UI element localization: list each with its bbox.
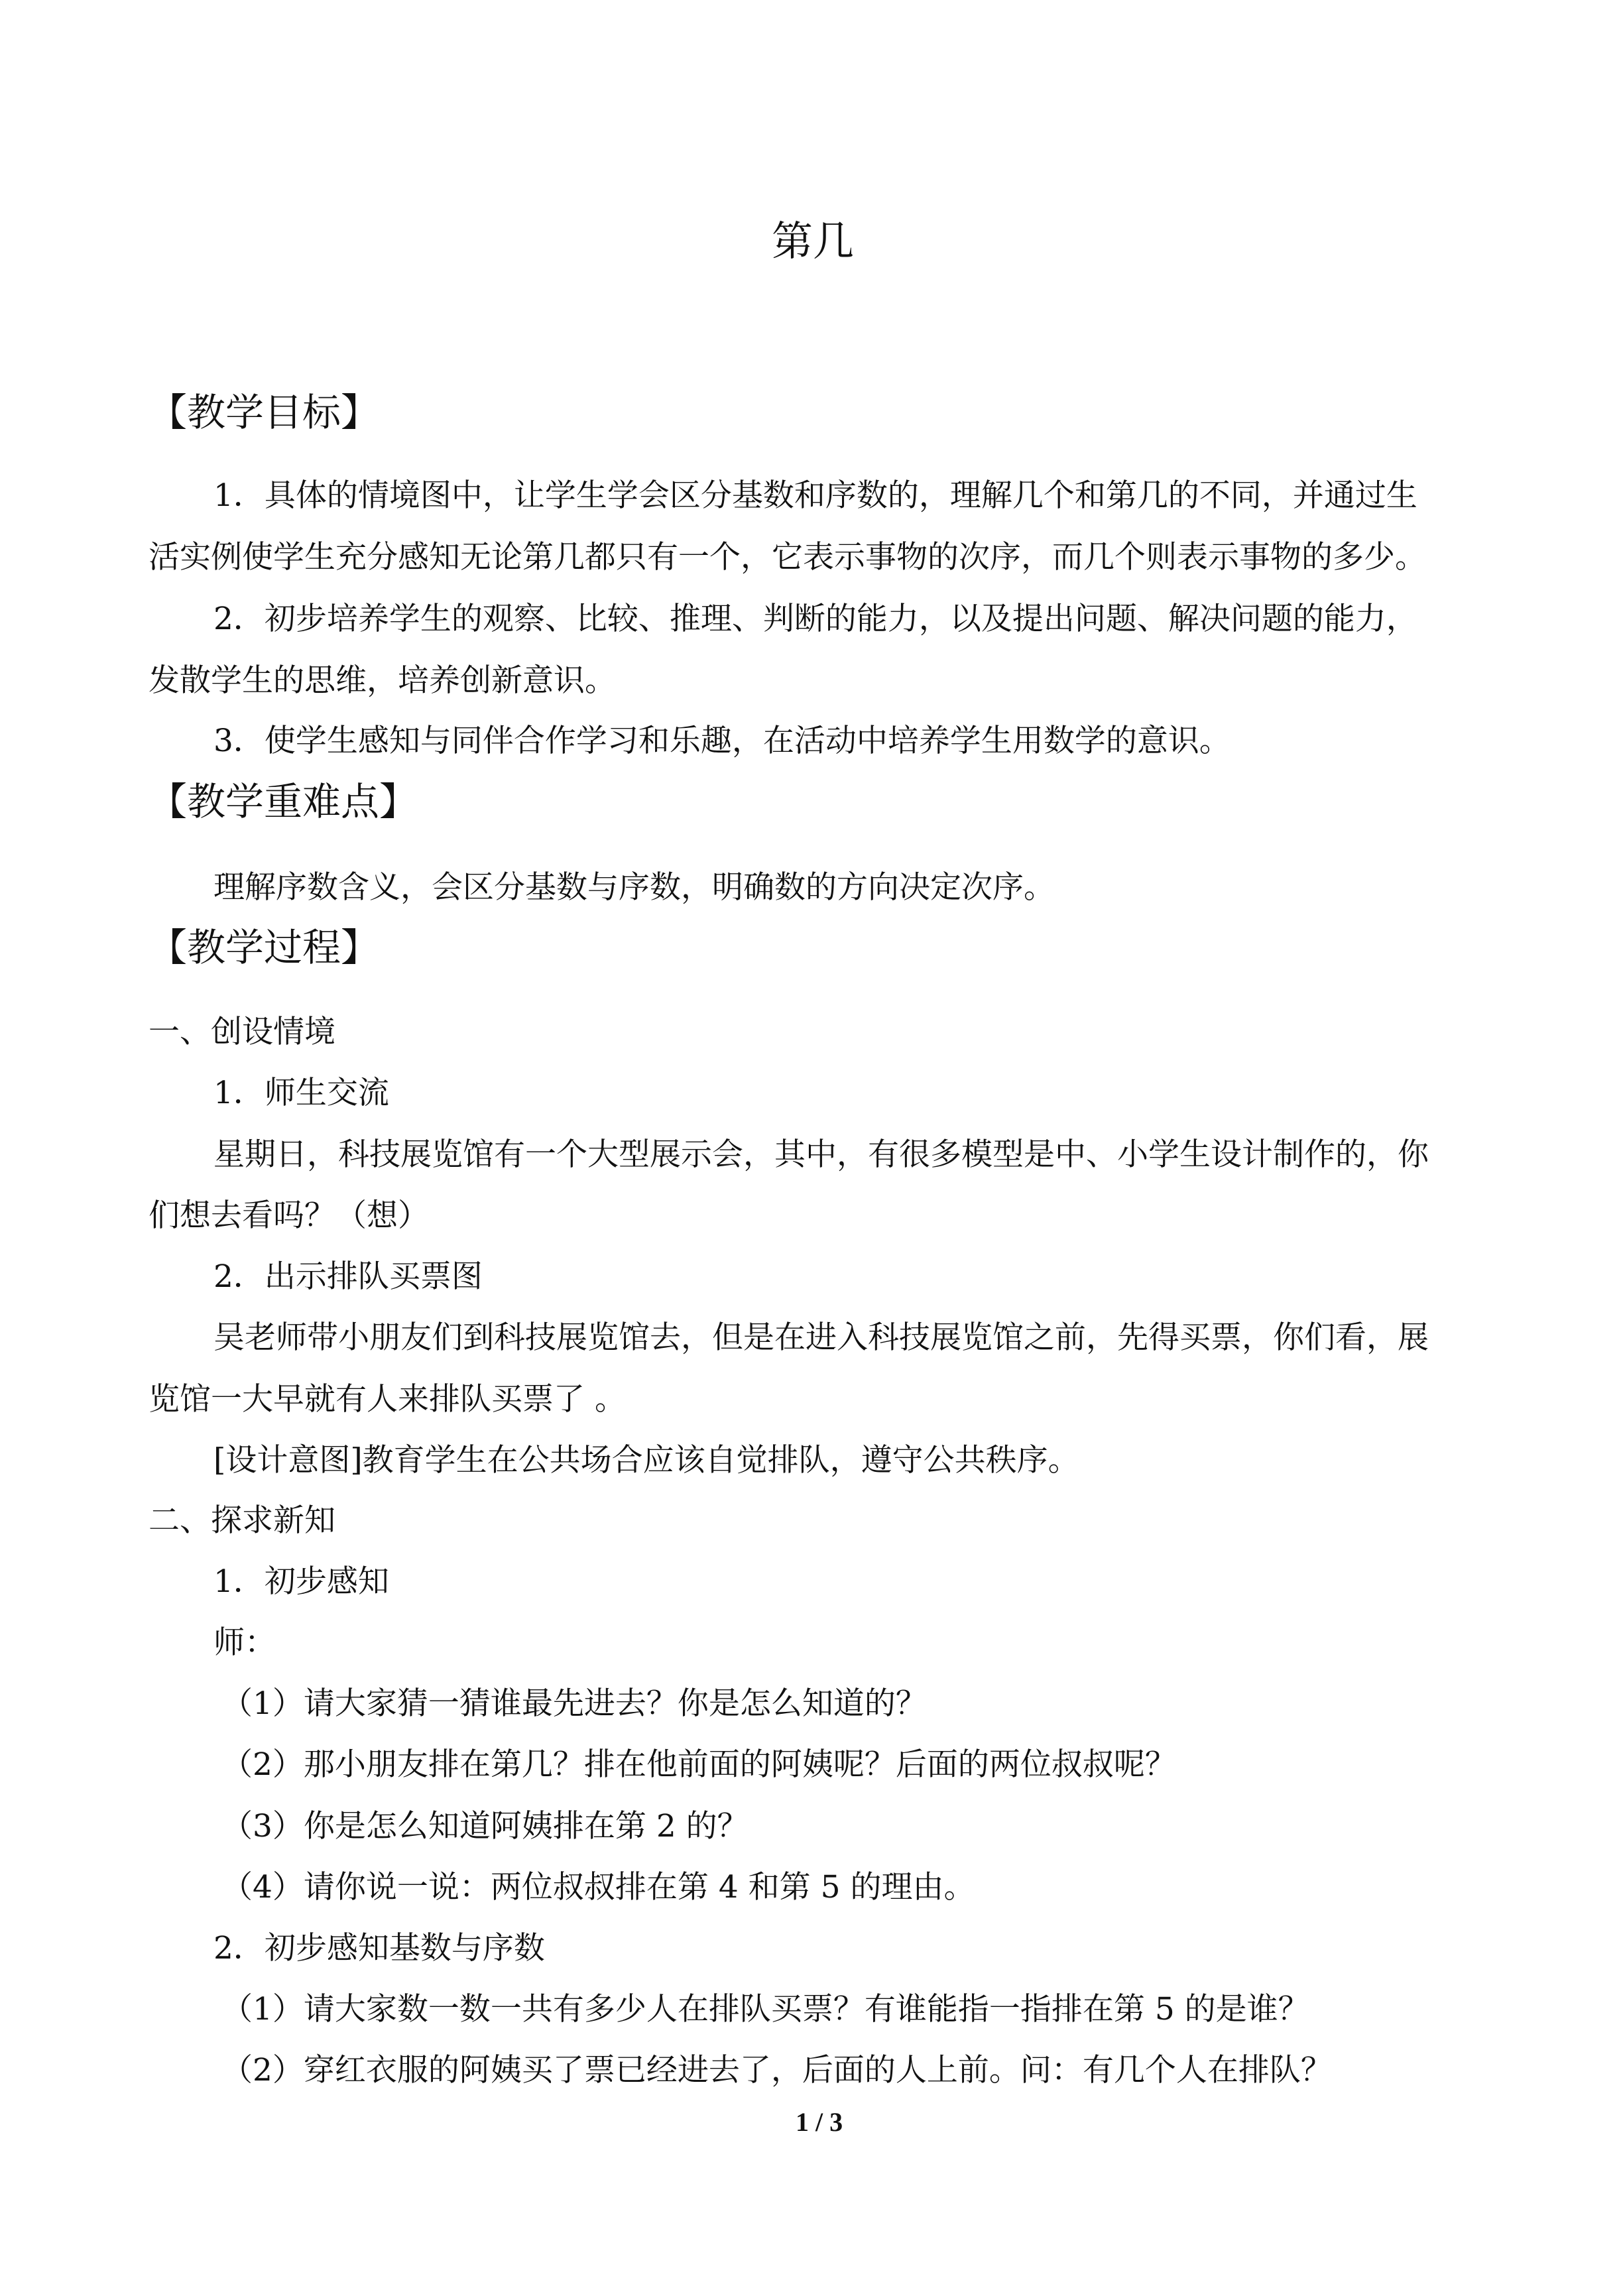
objective-line: 发散学生的思维，培养创新意识。 [149,662,616,699]
page-title: 第几 [772,217,855,265]
teacher-label: 师： [213,1624,276,1661]
question-line: （1）请大家数一数一共有多少人在排队买票？有谁能指一指排在第 5 的是谁？ [221,1991,1309,2027]
heading-key-points: 【教学重难点】 [149,779,418,824]
part1-paragraph: 星期日，科技展览馆有一个大型展示会，其中，有很多模型是中、小学生设计制作的，你 [213,1136,1429,1173]
part2-title: 二、探求新知 [149,1502,335,1539]
part1-paragraph: 们想去看吗？（想） [149,1197,429,1234]
question-line: （2）那小朋友排在第几？排在他前面的阿姨呢？后面的两位叔叔呢？ [221,1746,1176,1783]
part1-title: 一、创设情境 [149,1014,335,1050]
heading-objectives: 【教学目标】 [149,390,380,435]
objective-line: 2．初步培养学生的观察、比较、推理、判断的能力，以及提出问题、解决问题的能力， [213,601,1417,637]
question-line: （3）你是怎么知道阿姨排在第 2 的？ [221,1808,749,1844]
part1-step2: 2．出示排队买票图 [213,1258,483,1295]
part1-paragraph: 吴老师带小朋友们到科技展览馆去，但是在进入科技展览馆之前，先得买票，你们看，展 [213,1319,1429,1356]
heading-process: 【教学过程】 [149,925,380,970]
part1-paragraph: 览馆一大早就有人来排队买票了 。 [149,1381,626,1418]
question-line: （4）请你说一说：两位叔叔排在第 4 和第 5 的理由。 [221,1869,975,1905]
page-number: 1 / 3 [796,2107,843,2137]
objective-line: 1．具体的情境图中，让学生学会区分基数和序数的，理解几个和第几的不同，并通过生 [213,477,1417,514]
question-line: （1）请大家猜一猜谁最先进去？你是怎么知道的？ [221,1685,927,1722]
key-points-text: 理解序数含义，会区分基数与序数，明确数的方向决定次序。 [213,869,1055,906]
objective-line: 活实例使学生充分感知无论第几都只有一个，它表示事物的次序，而几个则表示事物的多少。 [149,539,1426,575]
question-line: （2）穿红衣服的阿姨买了票已经进去了，后面的人上前。问：有几个人在排队？ [221,2052,1332,2088]
objective-line: 3．使学生感知与同伴合作学习和乐趣，在活动中培养学生用数学的意识。 [213,723,1231,759]
part2-step2: 2．初步感知基数与序数 [213,1930,545,1966]
part2-step1: 1．初步感知 [213,1563,389,1600]
part1-step1: 1．师生交流 [213,1075,389,1111]
design-intent: [设计意图]教育学生在公共场合应该自觉排队，遵守公共秩序。 [213,1442,1079,1479]
